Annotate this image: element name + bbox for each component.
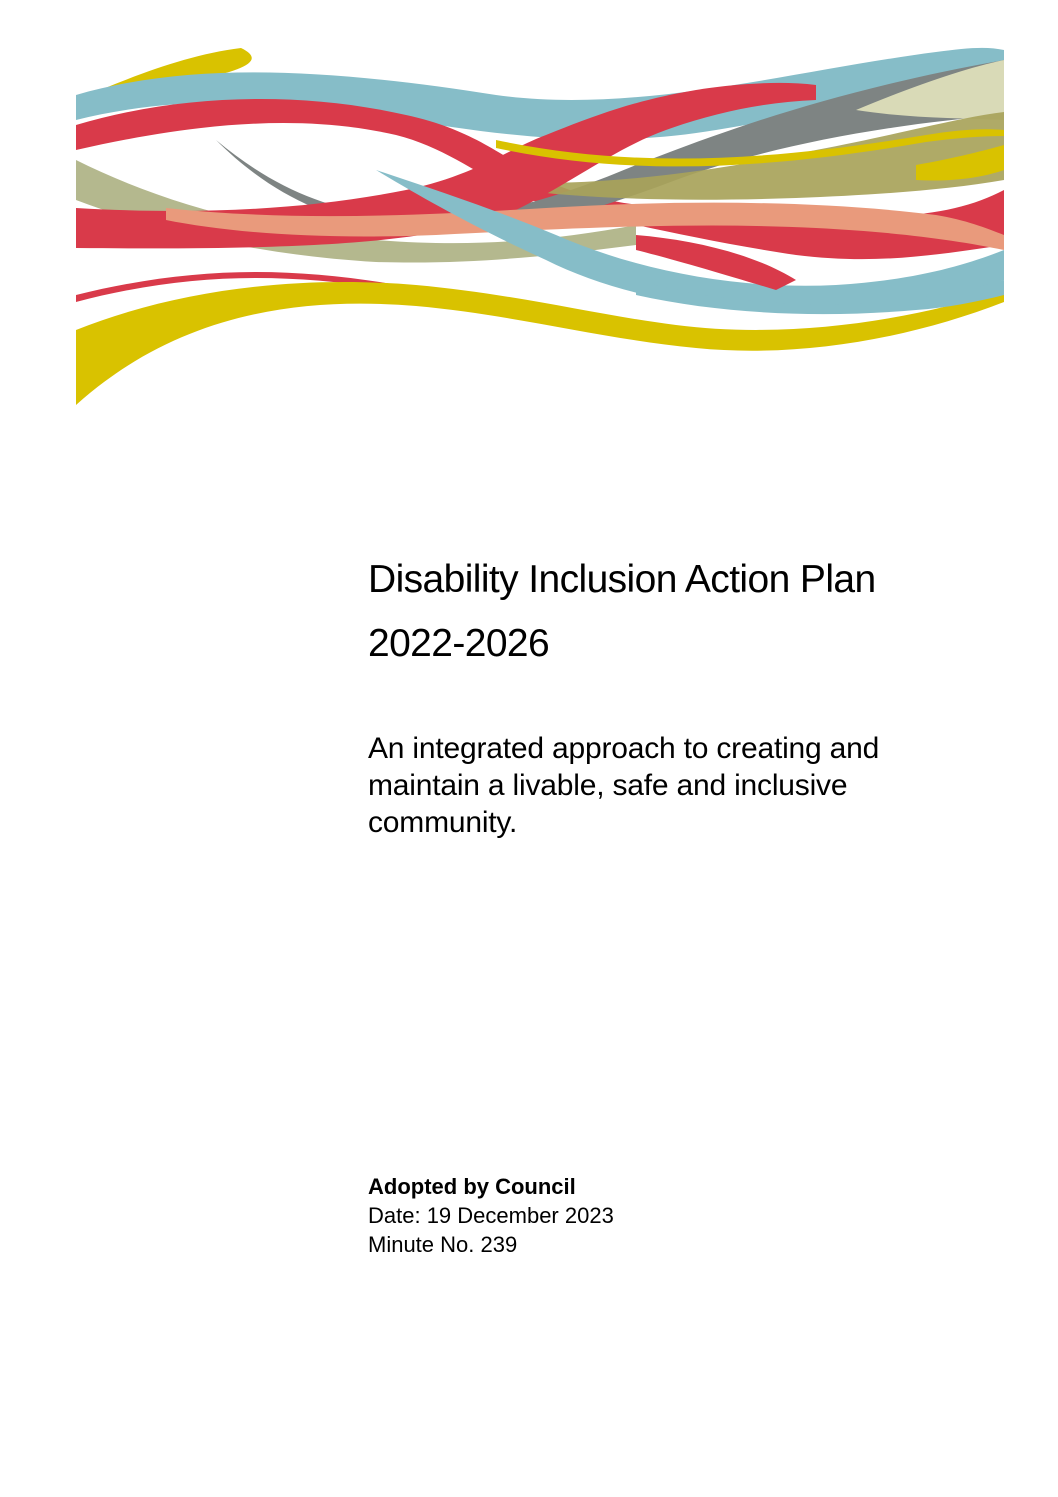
adoption-date: Date: 19 December 2023	[368, 1203, 614, 1228]
document-years: 2022-2026	[368, 622, 550, 665]
adoption-minute: Minute No. 239	[368, 1232, 518, 1257]
title-block	[368, 548, 1008, 676]
decorative-ribbon-banner	[76, 40, 1004, 410]
adoption-heading: Adopted by Council	[368, 1174, 576, 1199]
document-title: Disability Inclusion Action Plan	[368, 558, 876, 601]
document-subtitle: An integrated approach to creating and maintain a livable, safe and inclusive community.	[368, 732, 880, 839]
adoption-info	[368, 1172, 968, 1259]
